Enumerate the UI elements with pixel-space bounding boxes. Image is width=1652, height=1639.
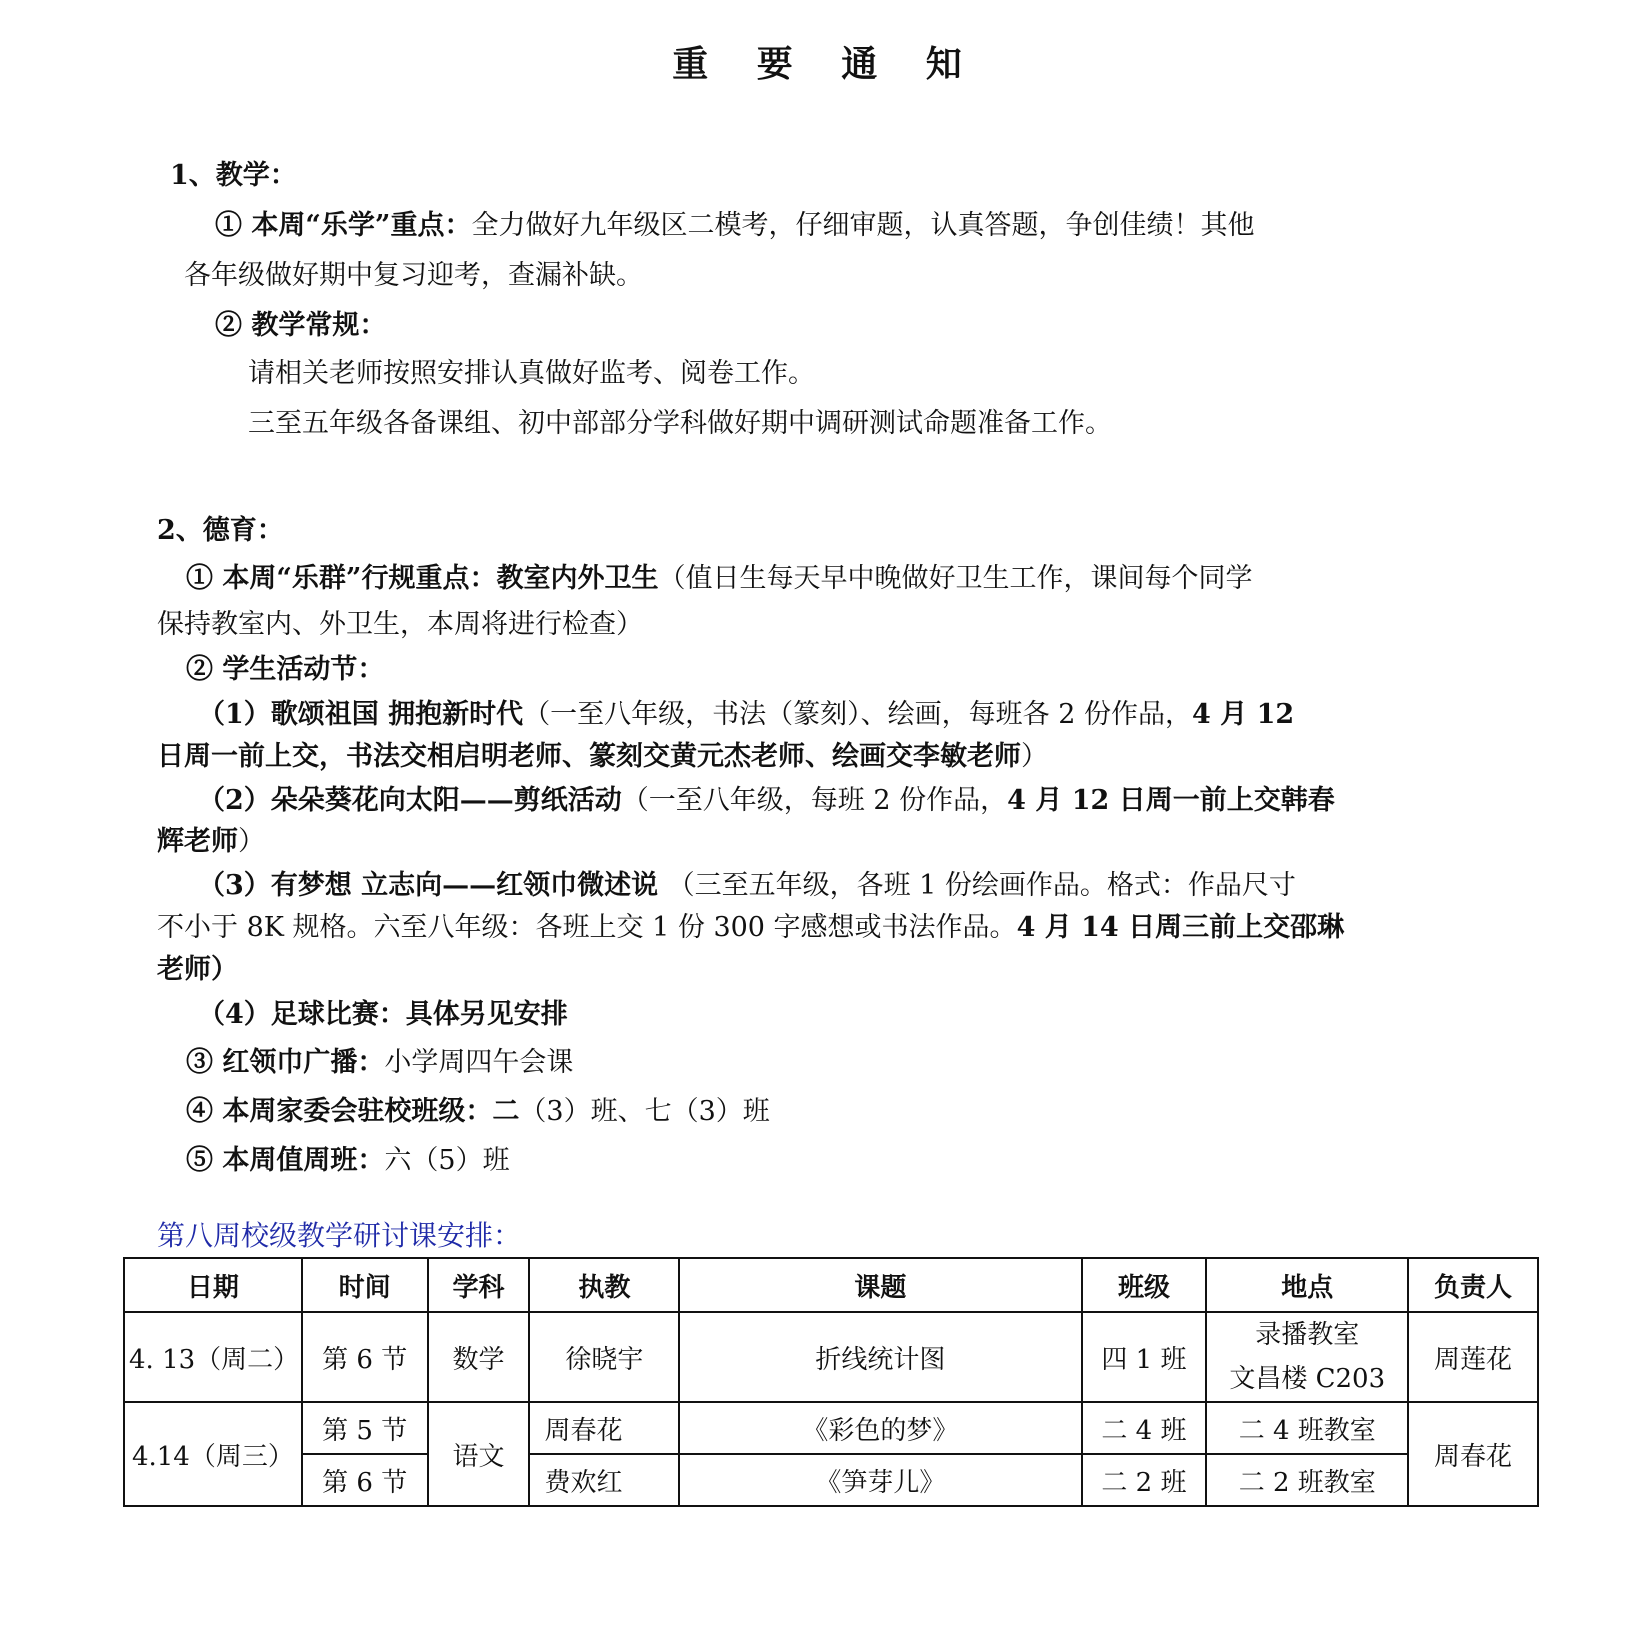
header-time: 时间 [302,1258,428,1312]
act2-text: （一至八年级，每班 2 份作品， [621,785,1008,816]
moral-item3-text: 小学周四午会课 [384,1047,574,1078]
cell-time: 第 6 节 [302,1312,428,1402]
header-place: 地点 [1206,1258,1408,1312]
moral-item5 [186,1141,510,1181]
cell-topic: 《笋芽儿》 [679,1454,1081,1506]
act3-line2 [157,908,1344,948]
table-header-row [124,1258,1538,1312]
table-row [124,1402,1538,1454]
header-class: 班级 [1082,1258,1207,1312]
act4-line: （4）足球比赛：具体另见安排 [198,999,568,1030]
cell-time: 第 5 节 [302,1402,428,1454]
act2-teacher: 辉老师 [157,826,238,857]
moral-item3 [186,1043,573,1083]
teaching-heading: 1、教学： [170,160,297,191]
table-row [124,1454,1538,1506]
page-title: 重 要 通 知 [672,43,980,85]
act1-text: （一至八年级，书法（篆刻）、绘画，每班各 2 份作品， [523,699,1193,730]
moral-item1-text: （值日生每天早中晚做好卫生工作，课间每个同学 [658,563,1253,594]
header-lead: 负责人 [1408,1258,1538,1312]
moral-item2-lead: ② 学生活动节： [186,654,385,685]
moral-item5-text: 六（5）班 [384,1145,510,1176]
act1-line2 [157,737,1048,777]
cell-time: 第 6 节 [302,1454,428,1506]
cell-topic: 《彩色的梦》 [679,1402,1081,1454]
act2-lead: （2）朵朵葵花向太阳——剪纸活动 [198,785,622,816]
header-date: 日期 [124,1258,302,1312]
cell-class: 四 1 班 [1082,1312,1207,1402]
header-subject: 学科 [428,1258,530,1312]
act1-date: 4 月 12 [1192,699,1295,730]
act1-submit: 日周一前上交，书法交相启明老师、篆刻交黄元杰老师、绘画交李敏老师 [157,741,1021,772]
act3-lead: （3）有梦想 立志向——红领巾微述说 [198,870,668,901]
cell-date: 4.14（周三） [124,1402,302,1506]
act3-text: （三至五年级，各班 1 份绘画作品。格式：作品尺寸 [667,870,1296,901]
cell-place [1206,1312,1408,1402]
act1-end: ） [1021,741,1048,772]
cell-place-line2: 文昌楼 C203 [1229,1364,1386,1394]
cell-subject: 数学 [428,1312,530,1402]
cell-lead: 周莲花 [1408,1312,1538,1402]
header-topic: 课题 [679,1258,1081,1312]
act1-line1 [198,695,1294,735]
act2-date: 4 月 12 日周一前上交韩春 [1007,785,1335,816]
schedule-caption: 第八周校级教学研讨课安排： [157,1219,522,1252]
teaching-item1-lead: ① 本周“乐学”重点： [215,210,472,241]
moral-item1-line2: 保持教室内、外卫生，本周将进行检查） [157,609,643,640]
schedule-table [123,1257,1539,1507]
cell-subject: 语文 [428,1402,530,1506]
act2-end: ） [238,826,265,857]
act2-line2 [157,822,265,862]
cell-topic: 折线统计图 [679,1312,1081,1402]
teaching-item2-line1: 请相关老师按照安排认真做好监考、阅卷工作。 [248,358,815,389]
act3-text2: 不小于 8K 规格。六至八年级：各班上交 1 份 300 字感想或书法作品。 [157,912,1017,943]
moral-item1-lead: ① 本周“乐群”行规重点：教室内外卫生 [186,563,659,594]
moral-item4-text: （3）班、七（3）班 [519,1096,770,1127]
cell-class: 二 2 班 [1082,1454,1207,1506]
cell-lead: 周春花 [1408,1402,1538,1506]
teaching-item2-line2: 三至五年级各备课组、初中部部分学科做好期中调研测试命题准备工作。 [248,408,1112,439]
cell-date: 4. 13（周二） [124,1312,302,1402]
teaching-item1-line2: 各年级做好期中复习迎考，查漏补缺。 [184,260,643,291]
header-teacher: 执教 [529,1258,679,1312]
teaching-item2-lead: ② 教学常规： [215,310,387,341]
moral-item4-lead: ④ 本周家委会驻校班级： [186,1096,493,1127]
moral-heading: 2、德育： [157,515,284,546]
moral-item1-line1 [186,559,1252,599]
cell-place: 二 2 班教室 [1206,1454,1408,1506]
moral-item5-lead: ⑤ 本周值周班： [186,1145,385,1176]
teaching-item1-text: 全力做好九年级区二模考，仔细审题，认真答题，争创佳绩！其他 [471,210,1255,241]
act3-line1 [198,866,1296,906]
moral-item3-lead: ③ 红领巾广播： [186,1047,385,1078]
teaching-item1-line1 [215,206,1254,246]
cell-place: 二 4 班教室 [1206,1402,1408,1454]
cell-place-line1: 录播教室 [1255,1320,1360,1350]
cell-teacher: 费欢红 [529,1454,679,1506]
cell-teacher: 周春花 [529,1402,679,1454]
table-row [124,1312,1538,1402]
act2-line1 [198,781,1335,821]
cell-class: 二 4 班 [1082,1402,1207,1454]
cell-teacher: 徐晓宇 [529,1312,679,1402]
moral-item4 [186,1092,770,1132]
act3-line3: 老师） [157,954,238,985]
moral-item4-bold: 二 [492,1096,520,1127]
act3-date: 4 月 14 日周三前上交邵琳 [1016,912,1345,943]
act1-lead: （1）歌颂祖国 拥抱新时代 [198,699,524,730]
